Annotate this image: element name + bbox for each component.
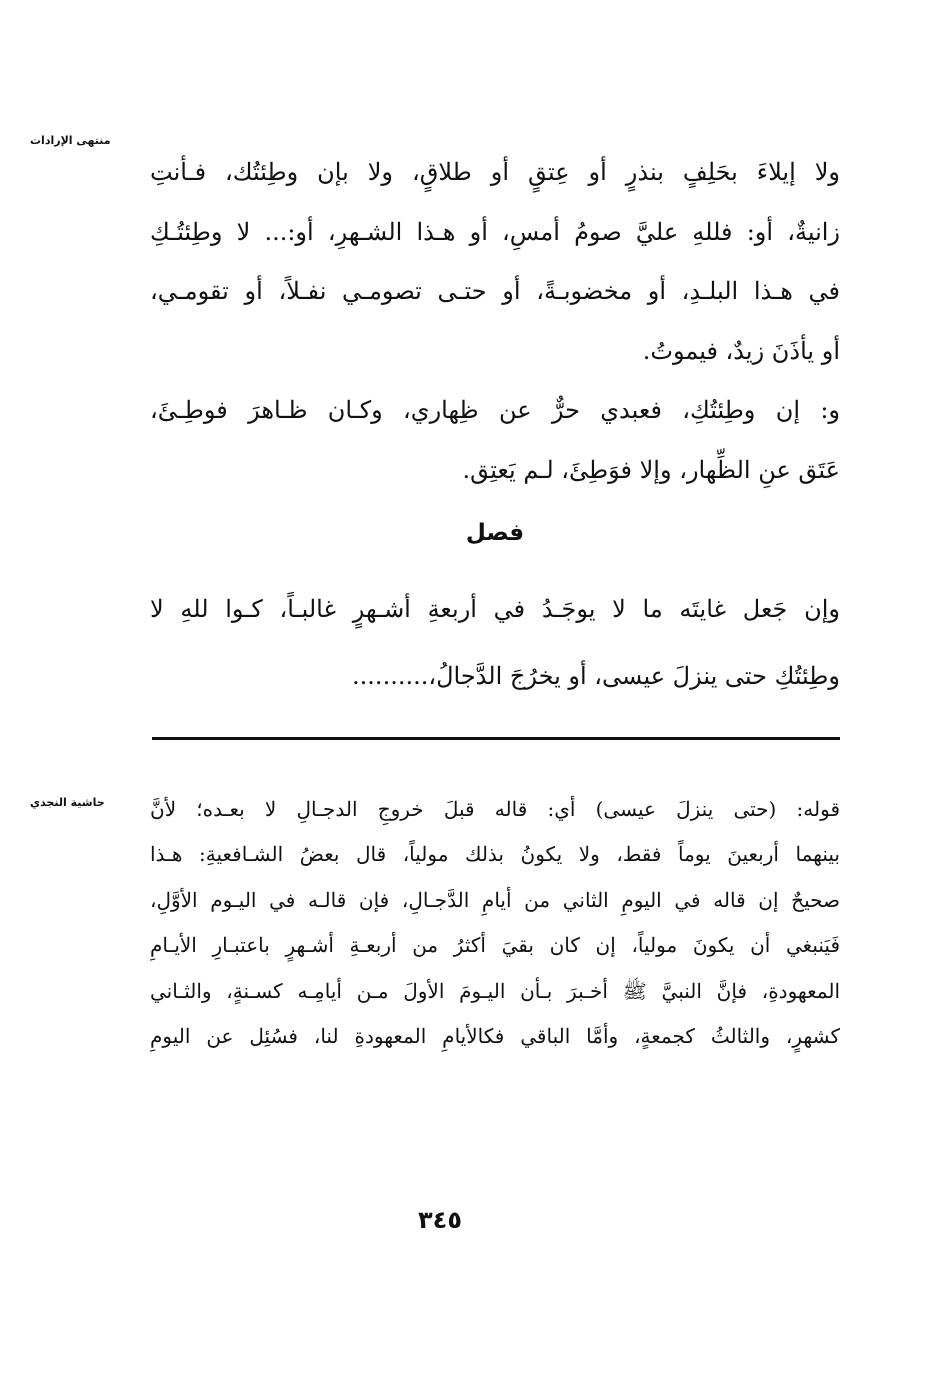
section-line: وإن جَعل غايتَه ما لا يوجَـدُ في أربعةِ أشـهرٍ غالبـاً، كـوا للهِ لا <box>150 595 840 623</box>
footnote-text <box>150 790 840 1062</box>
main-text <box>150 148 840 505</box>
section-text <box>150 584 840 718</box>
section-heading: فصل <box>465 520 525 546</box>
footnote-line: المعهودةِ، فإنَّ النبيَّ ﷺ أخـبرَ بـأن اليـومَ الأولَ مـن أيامِـه كسـنةٍ، والثـاني <box>150 978 840 1003</box>
main-line: زانيةٌ، أو: فللهِ عليَّ صومُ أمسِ، أو هـذا الشـهرِ، أو:... لا وطِئتُـكِ <box>150 217 840 246</box>
main-line: أو يأذَنَ زيدٌ، فيموتُ. <box>642 336 840 365</box>
main-line: و: إن وطِئتُكِ، فعبدي حرٌّ عن ظِهاري، وكـان ظـاهرَ فوطِـئَ، <box>150 396 840 424</box>
footnote-line: صحيحٌ إن قاله في اليومِ الثاني من أيامِ الدَّجـالِ، فإن قالـه في اليـوم الأوَّلِ، <box>150 887 840 912</box>
main-line: ولا إيلاءَ بحَلِفٍ بنذرٍ أو عِتقٍ أو طلاقٍ، ولا بإن وطِئتُك، فـأنتِ <box>150 158 840 186</box>
footnote-line: قوله: (حتى ينزلَ عيسى) أي: قاله قبلَ خروجِ الدجـالِ لا بعـده؛ لأنَّ <box>150 797 840 821</box>
section-line: وطِئتُكِ حتى ينزلَ عيسى، أو يخرُجَ الدَّجالُ،.......... <box>352 662 840 690</box>
footnote-line: كشهرٍ، والثالثُ كجمعةٍ، وأمَّا الباقي فكالأيامِ المعهودةِ لنا، فسُئِل عن اليومِ <box>150 1023 840 1048</box>
footnote-line: بينهما أربعينَ يوماً فقط، ولا يكونُ بذلك مولياً، قال بعضُ الشـافعيةِ: هـذا <box>150 842 840 867</box>
footnote-line: فَيَنبغي أن يكونَ مولياً، إن كان بقيَ أكثرُ من أربعـةِ أشـهرٍ باعتبـارِ الأيـامِ <box>150 933 840 958</box>
footnote-separator <box>152 737 840 740</box>
main-line: عَتَق عنِ الظِّهار، وإلا فوَطِئَ، لـم يَعتِق. <box>462 455 840 484</box>
main-line: في هـذا البلـدِ، أو مخضوبـةً، أو حتـى تصومـي نفـلاً، أو تقومـي، <box>150 277 840 305</box>
footnote-source-label: حاشية النجدي <box>30 796 105 809</box>
page-number: ٣٤٥ <box>418 1206 462 1234</box>
running-header-label: منتهى الإرادات <box>30 134 111 147</box>
